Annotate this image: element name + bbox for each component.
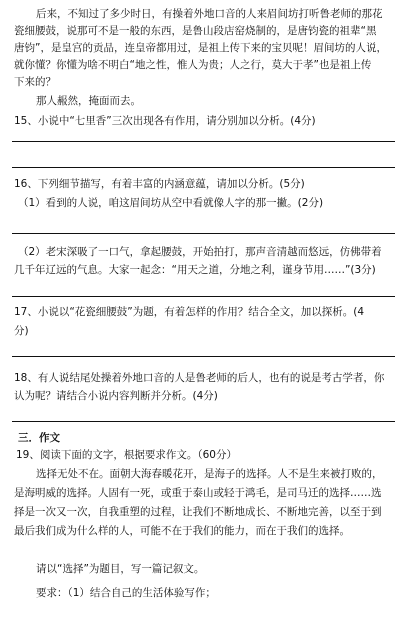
answer-line — [12, 296, 395, 297]
question-16-part-1: （1）看到的人说，咱这眉间坊从空中看就像人字的那一撇。(2分) — [18, 197, 324, 209]
material-line-2: 是海明威的选择。人固有一死，或重于泰山或轻于鸿毛，是司马迁的选择……选 — [14, 487, 382, 499]
answer-line — [12, 141, 395, 142]
answer-line — [12, 167, 395, 168]
question-16-part-2-line-2: 几千年辽远的气息。大家一起念：“用天之道，分地之利，谨身节用……”(3分) — [14, 264, 376, 276]
question-17-line-1: 17、小说以“花瓷细腰鼓”为题，有着怎样的作用？结合全文，加以探析。(4 — [14, 306, 365, 318]
material-line-3: 择是一次又一次，自我重塑的过程，让我们不断地成长、不断地完善，以至于到 — [14, 506, 382, 518]
answer-line — [12, 421, 395, 422]
question-19: 19、阅读下面的文字，根据要求作文。（60分） — [16, 449, 237, 461]
passage-line-1: 后来，不知过了多少时日，有操着外地口音的人来眉间坊打听鲁老师的那花 — [36, 8, 383, 20]
passage-line-3: 唐钧”，是皇宫的贡品，连皇帝都用过，是祖上传下来的宝贝呢！眉间坊的人说， — [14, 42, 387, 54]
section-title: 三．作文 — [18, 432, 60, 444]
question-18-line-1: 18、有人说结尾处操着外地口音的人是鲁老师的后人，也有的说是考古学者，你 — [14, 372, 385, 384]
question-17-line-2: 分) — [14, 325, 29, 337]
passage-line-4: 就你懂？你懂为啥不明白“地之性，惟人为贵；人之行，莫大于孝”也是祖上传 — [14, 59, 372, 71]
answer-line — [12, 356, 395, 357]
passage-line-5: 下来的？ — [14, 76, 56, 88]
question-18-line-2: 认为呢？请结合小说内容判断并分析。(4分) — [14, 390, 218, 402]
answer-line — [12, 233, 395, 234]
material-line-1: 选择无处不在。面朝大海春暖花开，是海子的选择。人不是生来被打败的， — [36, 468, 383, 480]
question-16-part-2-line-1: （2）老宋深吸了一口气，拿起腰鼓，开始拍打，那声音清越而悠远，仿佛带着 — [18, 246, 382, 258]
material-line-4: 最后我们成为什么样的人，可能不在于我们的能力，而在于我们的选择。 — [14, 525, 350, 537]
passage-line-6: 那人赧然，掩面而去。 — [36, 95, 141, 107]
writing-prompt: 请以“选择”为题目，写一篇记叙文。 — [36, 563, 205, 575]
writing-requirement: 要求：（1）结合自己的生活体验写作； — [36, 587, 216, 599]
question-15: 15、小说中“七里香”三次出现各有作用，请分别加以分析。(4分) — [14, 115, 316, 127]
passage-line-2: 瓷细腰鼓，说那可不是一般的东西，是鲁山段店窑烧制的，是唐钧瓷的祖辈“黑 — [14, 25, 377, 37]
question-16: 16、下列细节描写，有着丰富的内涵意蕴，请加以分析。(5分) — [14, 178, 305, 190]
